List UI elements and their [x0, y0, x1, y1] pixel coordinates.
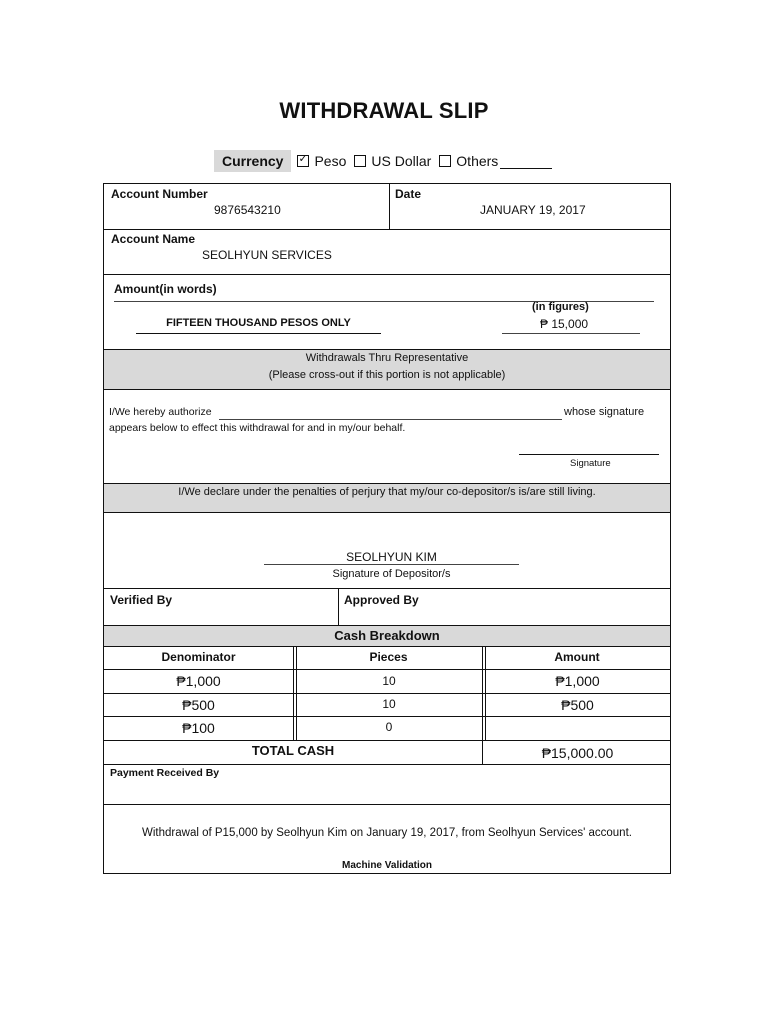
pieces-cell[interactable]: 10: [382, 674, 396, 688]
total-cash-label: TOTAL CASH: [251, 743, 335, 758]
divider: [104, 740, 670, 741]
currency-label: Currency: [214, 150, 291, 172]
validation-text: Withdrawal of P15,000 by Seolhyun Kim on January 19, 2017, from Seolhyun Services' account.: [142, 827, 632, 839]
page-title: WITHDRAWAL SLIP: [279, 98, 489, 123]
amount-words-value[interactable]: FIFTEEN THOUSAND PESOS ONLY: [166, 317, 351, 329]
amount-cell[interactable]: ₱500: [561, 697, 594, 713]
divider: [104, 512, 670, 513]
account-name-value[interactable]: SEOLHYUN SERVICES: [202, 248, 332, 262]
denomination-cell: ₱500: [182, 697, 215, 713]
currency-option-usd[interactable]: [354, 153, 431, 169]
pieces-cell[interactable]: 10: [382, 697, 396, 711]
divider: [482, 740, 483, 764]
currency-option-label: Others: [456, 153, 499, 169]
representative-signature-line[interactable]: [519, 454, 659, 455]
date-value[interactable]: JANUARY 19, 2017: [480, 203, 586, 217]
representative-heading: Withdrawals Thru Representative: [305, 352, 469, 364]
currency-option-peso[interactable]: [297, 153, 346, 169]
amount-figures-value[interactable]: ₱ 15,000: [540, 317, 589, 331]
depositor-signature-line: [264, 564, 519, 565]
currency-option-others[interactable]: [439, 153, 552, 169]
divider: [104, 389, 670, 390]
currency-option-label: US Dollar: [371, 153, 432, 169]
checkbox-checked-icon[interactable]: [297, 155, 309, 167]
signature-label: Signature: [570, 458, 611, 469]
divider: [104, 669, 670, 670]
amount-words-underline: [136, 333, 381, 334]
divider: [104, 764, 670, 765]
checkbox-icon[interactable]: [439, 155, 451, 167]
depositor-signature-label: Signature of Depositor/s: [332, 568, 451, 580]
denomination-cell: ₱100: [182, 720, 215, 736]
divider: [104, 229, 670, 230]
amount-cell[interactable]: ₱1,000: [555, 673, 600, 689]
representative-subheading: (Please cross-out if this portion is not applicable): [268, 369, 506, 381]
appears-text: appears below to effect this withdrawal for and in my/our behalf.: [109, 422, 406, 434]
divider: [389, 184, 390, 229]
declaration-text: I/We declare under the penalties of perjury that my/our co-depositor/s is/are still living.: [178, 486, 596, 498]
authorize-text: I/We hereby authorize: [109, 406, 212, 418]
column-header-pieces: Pieces: [369, 650, 408, 664]
approved-by-label: Approved By: [344, 593, 419, 607]
total-cash-value[interactable]: ₱15,000.00: [541, 745, 614, 761]
column-header-amount: Amount: [554, 650, 600, 664]
divider: [104, 588, 670, 589]
currency-selector: [214, 150, 560, 172]
machine-validation-label: Machine Validation: [341, 860, 433, 871]
verified-by-label: Verified By: [110, 593, 173, 607]
amount-figures-underline: [502, 333, 640, 334]
divider: [104, 716, 670, 717]
divider: [104, 274, 670, 275]
cash-breakdown-heading: Cash Breakdown: [334, 628, 440, 643]
checkbox-icon[interactable]: [354, 155, 366, 167]
amount-figures-label: (in figures): [532, 301, 589, 313]
account-name-label: Account Name: [111, 232, 196, 246]
account-number-value[interactable]: 9876543210: [214, 203, 281, 217]
depositor-name[interactable]: SEOLHYUN KIM: [346, 550, 437, 564]
divider: [104, 646, 670, 647]
currency-option-label: Peso: [314, 153, 347, 169]
withdrawal-form: [103, 183, 671, 874]
column-header-denominator: Denominator: [161, 650, 236, 664]
others-blank-field[interactable]: [500, 154, 552, 169]
date-label: Date: [395, 187, 422, 201]
divider: [104, 804, 670, 805]
pieces-cell[interactable]: 0: [385, 720, 393, 734]
amount-words-label: Amount(in words): [114, 282, 217, 296]
denomination-cell: ₱1,000: [176, 673, 221, 689]
account-number-label: Account Number: [111, 187, 208, 201]
representative-name-field[interactable]: [219, 419, 562, 420]
whose-signature-text: whose signature: [564, 406, 645, 418]
divider: [104, 693, 670, 694]
divider: [338, 588, 339, 625]
payment-received-by-label: Payment Received By: [110, 767, 220, 779]
